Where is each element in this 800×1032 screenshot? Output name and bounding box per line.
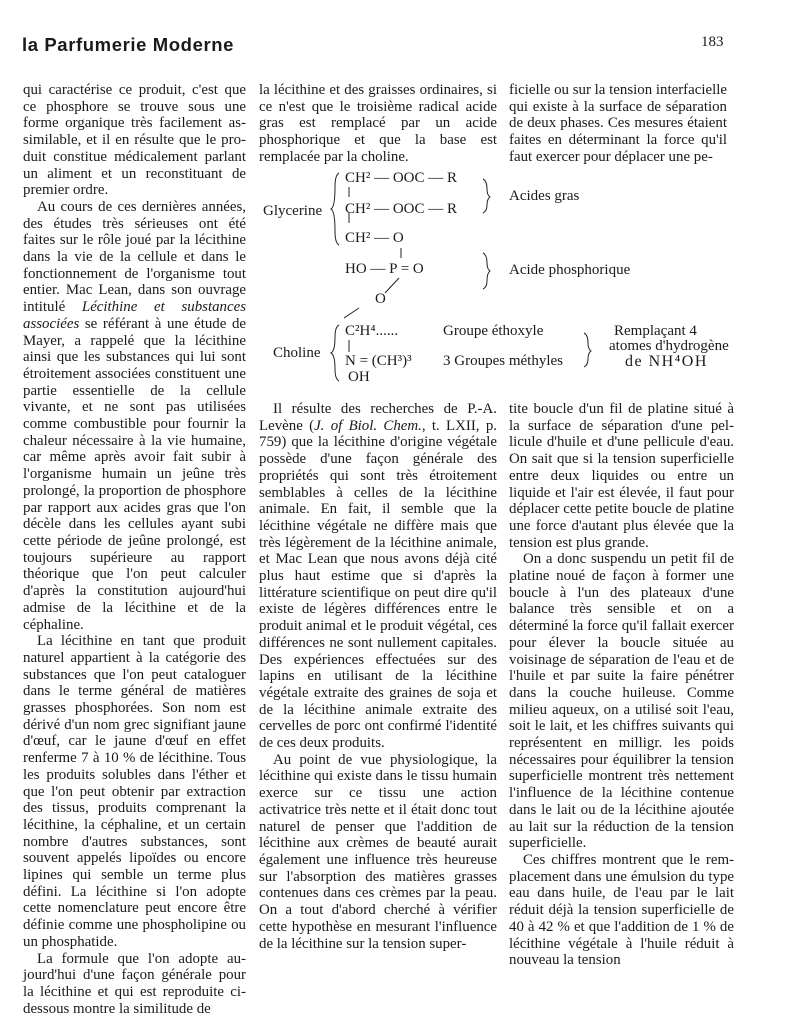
paragraph: La formule que l'on adopte aujourd'hui d'une façon générale pour la lécithine et qui est reproduite ci-dessous montre la similitude de — [23, 950, 246, 1017]
paragraph: On a donc suspendu un petit fil de platine noué de façon à former une boucle à l'un des plateaux d'une balance très sensible et on a déterminé la force qu'il fallait exercer pour élever la boucle située au voisinage de séparation de l'eau et de l'huile et par suite la faire pénétrer dans la couche huileuse. Comme milieu aqueux, on a utilisé soit l'eau, soit le lait, et les chiffres suivants qui représentent en milligr. les poids nécessaires pour équilibrer la tension superficielle montrent très nettement l'influence de la lécithine contenue dans le lait ou de la lécithine ajoutée au lait sur la réduction de la tension superficielle. — [509, 551, 734, 852]
formula-line-1: CH² — OOC — R — [345, 170, 458, 186]
paragraph: Au point de vue physiologique, la lécithine qui existe dans le tissu humain exerce sur ce tissu une action activatrice très nette et il était donc tout naturel de penser que l'addition de lécithine aux crèmes de beauté aurait également une influence très heureuse sur l'absorption des matières grasses contenues dans ces crèmes par la peau. On a tout d'abord cherché à vérifier cette hypothèse en mesurant l'influence de la lécithine sur la tension super- — [259, 751, 497, 952]
formula-line-3: CH² — O — [345, 230, 404, 246]
formula-line-4: HO — P = O — [345, 261, 424, 277]
paragraph: Ces chiffres montrent que le remplacement dans une émulsion du type eau dans huile, de l'eau par le lait réduit déjà la tension superficielle de 40 à 42 % et que l'addition de 1 % de lécithine végétale à l'huile réduit à nouveau la tension — [509, 851, 734, 969]
paragraph: Il résulte des recherches de P.-A. Levène (J. of Biol. Chem., t. LXII, p. 759) que la lécithine d'origine végétale possède d'une façon générale des propriétés qui sont très étroitement semblables à celles de la lécithine animale. En fait, il semble que la lécithine végétale ne diffère mais que très légèrement de la lécithine animale, et Mac Lean que nous avons déjà cité plus haut estime que si d'après la littérature scientifique on peut dire qu'il existe de légères différences entre le produit animal et le produit végétal, ces différences ne sont nullement capitales. Des expériences effectuées sur des lapins en utilisant de la lécithine végétale extraite des graines de soja et de la lécithine animale extraite des cervelles de porc ont confirmé l'identité de ces deux produits. — [259, 401, 497, 752]
glycerine-brace — [331, 173, 339, 245]
acide-phosphorique-label: Acide phosphorique — [509, 262, 631, 278]
column-2-bottom — [259, 401, 497, 952]
column-1 — [23, 82, 246, 1017]
paragraph: ficielle ou sur la tension interfacielle qui existe à la surface de séparation de deux phases. Ces mesures étaient faites en déterminant la force qu'il faut exercer pour déplacer une pe- — [509, 82, 727, 165]
formula-line-5: O — [375, 291, 386, 307]
remplacant-brace — [584, 333, 591, 367]
page-number: 183 — [701, 34, 724, 50]
choline-label: Choline — [273, 345, 321, 361]
paragraph: La lécithine en tant que produit naturel appartient à la catégorie des substances que l'on peut cataloguer dans le terme général de matières grasses phosphorées. Son nom est dérivé d'un nom grec signifiant jaune d'œuf, car le jaune d'œuf en effet renferme 7 à 10 % de lécithine. Tous les produits solubles dans l'éther et que l'on peut obtenir par extraction des tissus, produits comprenant la lécithine, la céphaline, et un certain nombre d'autres substances, sont souvent appelés lipoïdes ou encore lipines qui semble un terme plus défini. La lécithine si l'on adopte cette nomenclature peut encore être définie comme une phospholipine ou un phosphatide. — [23, 633, 246, 950]
column-2-top — [259, 82, 497, 166]
paragraph: qui caractérise ce produit, c'est que ce phosphore se trouve sous une forme organique très facilement assimilable, et il en résulte que le produit constitue médicalement parlant un aliment et un reconstituant de premier ordre. — [23, 82, 246, 199]
paragraph: tite boucle d'un fil de platine situé à la surface de séparation d'une pellicule d'huile et d'une pellicule d'eau. On sait que si la tension superficielle entre deux liquides ou entre un liquide et l'air est élevée, il faut pour déplacer cette petite boucle de platine une force d'autant plus élevée que la tension est plus grande. — [509, 401, 734, 551]
column-3-top — [509, 82, 727, 166]
acide-phosphorique-brace — [483, 253, 490, 289]
groupe-ethoxyle-label: Groupe éthoxyle — [443, 323, 544, 339]
bond-line — [385, 278, 399, 293]
glycerine-label: Glycerine — [263, 203, 323, 219]
remplacant-line-1: Remplaçant 4 — [614, 323, 697, 339]
formula-line-2: CH² — OOC — R — [345, 201, 458, 217]
paragraph: Au cours de ces dernières années, des études très sérieuses ont été faites sur le rôle joué par la lécithine dans la vie de la cellule et dans le fonctionnement de l'organisme tout entier. Mac Lean, dans son ouvrage intitulé Lécithine et substances associées se référant à une étude de Mayer, a rappelé que la lécithine ainsi que les substances qui lui sont étroitement associées constituent une partie essentielle de la cellule vivante, et ne sont pas utilisées comme combustible pour fournir la chaleur nécessaire à la vie humaine, car même après avoir fait subir à l'organisme humain un jeûne très prolongé, la proportion de phosphore par rapport aux acides gras que l'on décèle dans les cellules ayant subi cette période de jeûne prolongé, est toujours supérieure au rapport théorique que l'on peut calculer d'après la constitution aujourd'hui admise de la lécithine et de la céphaline. — [23, 198, 246, 633]
formula-c2h4: C²H⁴...... — [345, 323, 399, 339]
acides-gras-label: Acides gras — [509, 188, 580, 204]
lecithin-formula — [259, 165, 739, 397]
choline-brace — [331, 325, 339, 381]
formula-oh: OH — [348, 369, 370, 385]
remplacant-line-2: atomes d'hydrogène — [609, 338, 729, 354]
bond-line — [344, 308, 359, 318]
column-3-bottom — [509, 401, 734, 969]
journal-title: la Parfumerie Moderne — [22, 34, 235, 55]
formula-n-ch3: N = (CH³)³ — [345, 353, 412, 369]
groupes-methyles-label: 3 Groupes méthyles — [443, 353, 563, 369]
paragraph: la lécithine et des graisses ordinaires, si ce n'est que le troisième radical acide gras est remplacé par un acide phosphorique et que la base est remplacée par la choline. — [259, 82, 497, 165]
remplacant-line-3: de NH⁴OH — [625, 353, 708, 370]
acides-gras-brace — [483, 179, 490, 213]
